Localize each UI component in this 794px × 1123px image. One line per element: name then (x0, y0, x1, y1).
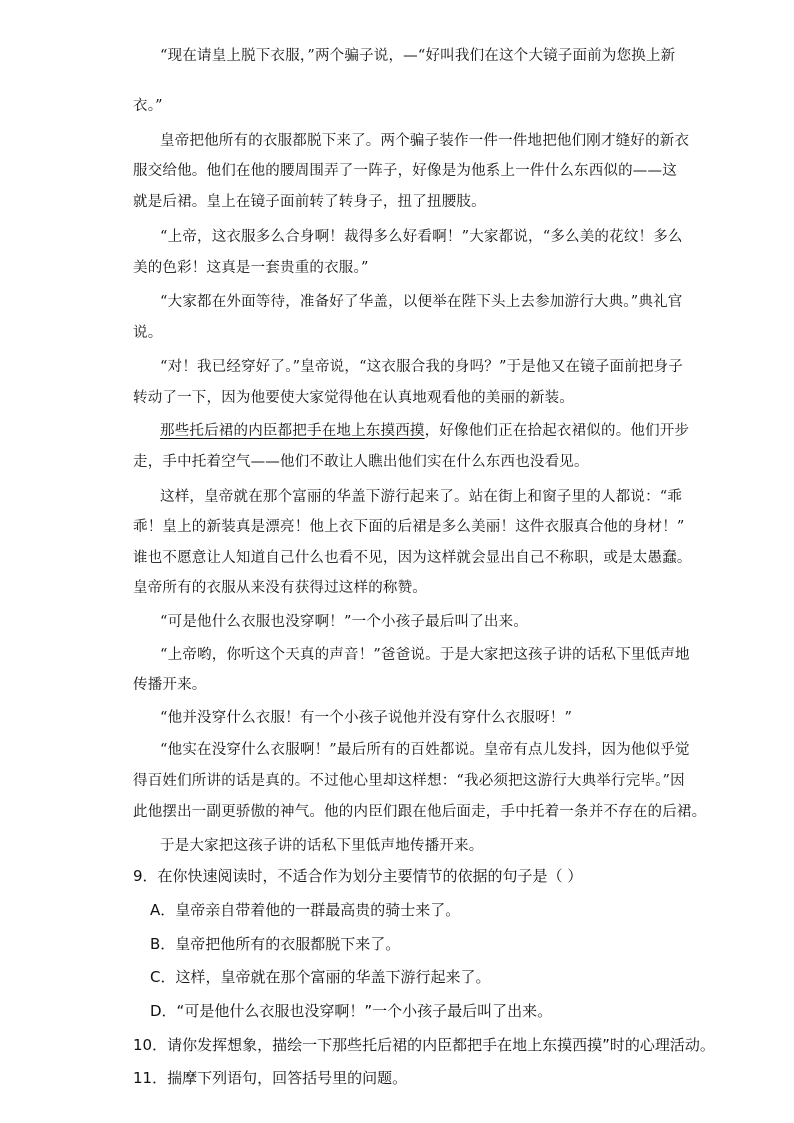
passage-line: 衣。” (133, 98, 163, 114)
question-9-option-c: C．这样，皇帝就在那个富丽的华盖下游行起来了。 (150, 968, 491, 986)
question-9-option-b: B．皇帝把他所有的衣服都脱下来了。 (150, 935, 401, 953)
passage-line: 美的色彩！这真是一套贵重的衣服。” (133, 260, 369, 276)
passage-line: “他并没穿什么衣服！有一个小孩子说他并没有穿什么衣服呀！” (160, 710, 573, 726)
passage-line: 得百姓们所讲的话是真的。不过他心里却这样想：“我必须把这游行大典举行完毕。”因 (133, 773, 685, 789)
passage-line: 这样，皇帝就在那个富丽的华盖下游行起来了。站在街上和窗子里的人都说：“乖 (160, 489, 683, 505)
passage-line (160, 421, 689, 441)
passage-line: “上帝哟，你听这个天真的声音！”爸爸说。于是大家把这孩子讲的话私下里低声地 (160, 647, 690, 663)
passage-line: “他实在没穿什么衣服啊！”最后所有的百姓都说。皇帝有点儿发抖，因为他似乎觉 (160, 742, 690, 758)
passage-line: “现在请皇上脱下衣服，”两个骗子说，—“好叫我们在这个大镜子面前为您换上新 (160, 48, 676, 64)
question-9: 9．在你快速阅读时，不适合作为划分主要情节的依据的句子是（ ） (133, 867, 583, 885)
question-9-option-d: D．“可是他什么衣服也没穿啊！”一个小孩子最后叫了出来。 (150, 1002, 553, 1020)
passage-line: 说。 (133, 325, 163, 341)
question-11: 11．揣摩下列语句，回答括号里的问题。 (133, 1069, 408, 1087)
passage-line: 走，手中托着空气——他们不敢让人瞧出他们实在什么东西也没看见。 (133, 454, 589, 470)
passage-line: 乖！皇上的新装真是漂亮！他上衣下面的后裙是多么美丽！这件衣服真合他的身材！” (133, 519, 685, 535)
passage-line: 谁也不愿意让人知道自己什么也看不见，因为这样就会显出自己不称职，或是太愚蠢。 (133, 550, 692, 566)
passage-line: “对！我已经穿好了。”皇帝说，“这衣服合我的身吗？”于是他又在镜子面前把身子 (160, 359, 683, 375)
question-9-option-a: A．皇帝亲自带着他的一群最高贵的骑士来了。 (150, 901, 461, 919)
passage-line: 于是大家把这孩子讲的话私下里低声地传播开来。 (160, 838, 484, 854)
passage-line: “可是他什么衣服也没穿啊！”一个小孩子最后叫了出来。 (160, 614, 529, 630)
passage-line: 服交给他。他们在他的腰周围弄了一阵子，好像是为他系上一件什么东西似的——这 (133, 163, 677, 179)
passage-line: 此他摆出一副更骄傲的神气。他的内臣们跟在他后面走，手中托着一条并不存在的后裙。 (133, 804, 707, 820)
passage-line: 皇帝所有的衣服从来没有获得过这样的称赞。 (133, 580, 427, 596)
underlined-sentence: 那些托后裙的内臣都把手在地上东摸西摸 (160, 423, 425, 439)
passage-line: “大家都在外面等待，准备好了华盖，以便举在陛下头上去参加游行大典。”典礼官 (160, 294, 683, 310)
passage-line: 转动了一下，因为他要使大家觉得他在认真地观看他的美丽的新装。 (133, 390, 574, 406)
sentence-rest: ，好像他们正在拾起衣裙似的。他们开步 (424, 423, 690, 439)
passage-line: “上帝，这衣服多么合身啊！裁得多么好看啊！”大家都说，“多么美的花纹！多么 (160, 229, 683, 245)
passage-line: 传播开来。 (133, 677, 207, 693)
passage-line: 就是后裙。皇上在镜子面前转了转身子，扭了扭腰肢。 (133, 194, 486, 210)
passage-line: 皇帝把他所有的衣服都脱下来了。两个骗子装作一件一件地把他们刚才缝好的新衣 (160, 133, 690, 149)
question-10: 10．请你发挥想象，描绘一下那些托后裙的内臣都把手在地上东摸西摸”时的心理活动。 (133, 1036, 715, 1054)
